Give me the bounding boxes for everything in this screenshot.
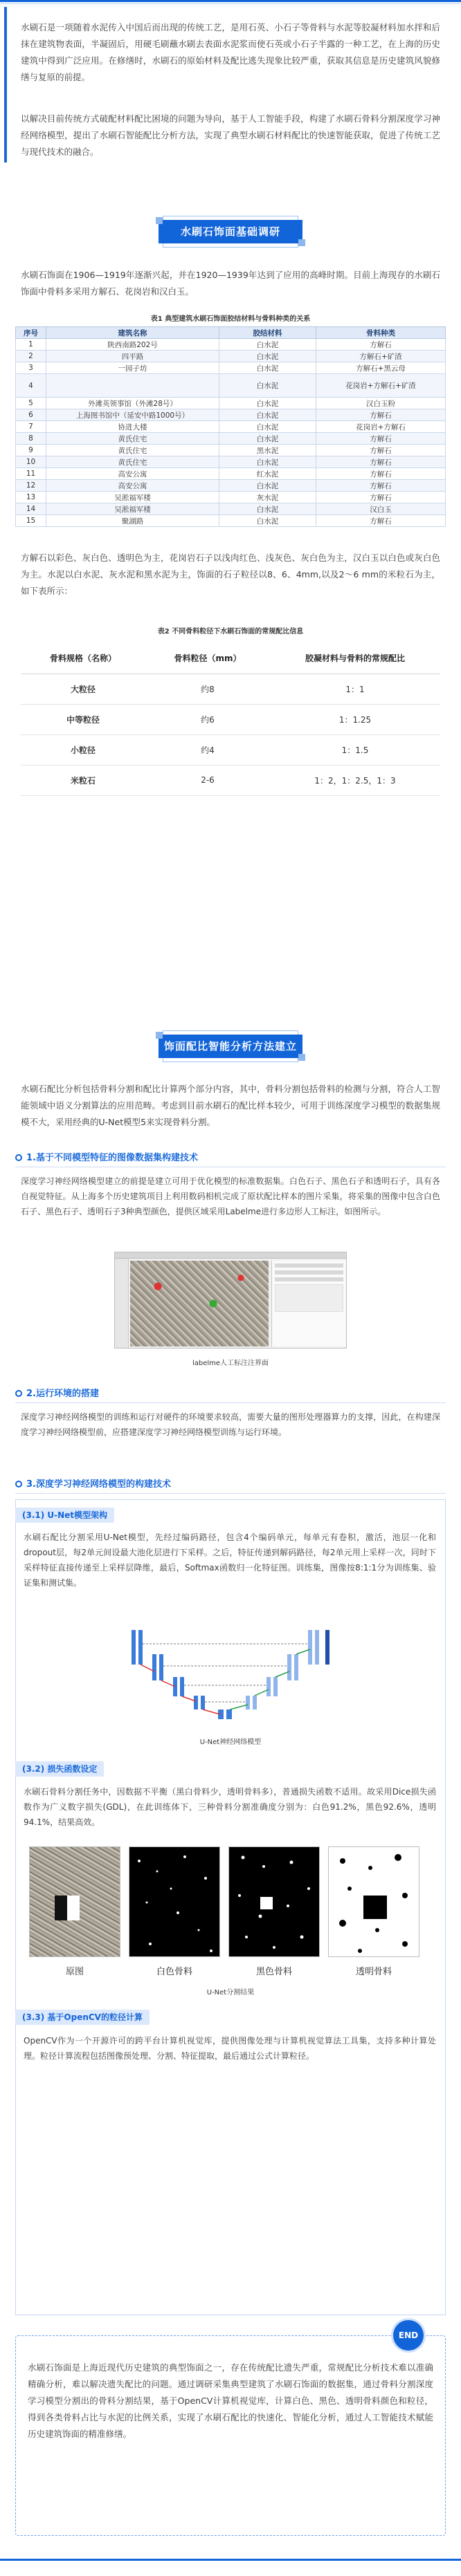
table1-cell: 12	[16, 480, 46, 492]
table1-header-cell: 序号	[16, 327, 46, 339]
skip-connections	[143, 1644, 308, 1702]
table1-row	[16, 362, 446, 374]
table1-cell: 方解石	[316, 468, 446, 480]
tag-opencv: (3.3) 基于OpenCV的粒径计算	[15, 2010, 150, 2025]
intro-paragraph-2: 以解决目前传统方式破配材料配比困境的问题为导向，基于人工智能手段，构建了水刷石骨料分割深度学习神经网络模型，提出了水刷石智能配比分析方法，实现了典型水刷石材料配比的快速智能获取，促进了传统工艺与现代技术的融合。	[21, 113, 440, 157]
black-aggregate-mask	[228, 1846, 320, 1957]
left-accent-bar	[4, 7, 7, 163]
table1-header-cell: 骨料种类	[316, 327, 446, 339]
labelme-figure-caption: labelme人工标注注界面	[192, 1360, 269, 1367]
table1-cell: 方解石	[316, 515, 446, 527]
table1-cell: 3	[16, 362, 46, 374]
encoder-blocks	[132, 1630, 232, 1719]
table1-cell: 方解石	[316, 433, 446, 445]
table1-cell: 花岗岩+方解石	[316, 421, 446, 433]
tag-unet-architecture: (3.1) U-Net模型架构	[15, 1508, 114, 1523]
table1-cell: 四平路	[46, 351, 219, 362]
table1-cell: 方解石	[316, 456, 446, 468]
white-aggregate-dots	[129, 1847, 220, 1957]
black-aggregate-dots	[229, 1847, 320, 1957]
conclusion-paragraph: 水刷石饰面是上海近现代历史建筑的典型饰面之一，存在传统配比遗失严重，常规配比分析技术难以准确精确分析，难以解决遗失配比的问题。通过调研采集典型建筑了水刷石饰面的数据集，通过骨料分割深度学习模型分割出的骨料分割结果，基于OpenCV计算机视觉库，计算白色、黑色、透明骨料颜色和粒径，得到各类骨料占比与水泥的比例关系，实现了水刷石配比的快速化、智能化分析，通过人工智能技术赋能历史建筑饰面的精准修缮。	[28, 2362, 433, 2439]
calibration-card	[55, 1896, 80, 1920]
table1-cell: 红水泥	[219, 468, 316, 480]
subsection-heading-2-text: 2.运行环境的搭建	[26, 1389, 99, 1399]
table1-cell: 吴淞福军楼	[46, 492, 219, 503]
table2-cell: 中等粒径	[21, 704, 145, 734]
table1-cell: 方解石+矿渣	[316, 351, 446, 362]
table1-cell: 14	[16, 503, 46, 515]
table1-row	[16, 468, 446, 480]
table1-cell: 5	[16, 398, 46, 409]
table1-cell: 白水泥	[219, 398, 316, 409]
table2	[21, 643, 440, 796]
table2-cell: 小粒径	[21, 734, 145, 765]
table1-header-cell: 建筑名称	[46, 327, 219, 339]
sub2-paragraph: 深度学习神经网络模型的训练和运行对硬件的环境要求较高，需要大量的图形处理器算力的支撑，因此，在构建深度学习神经网络模型前，应搭建深度学习神经网络模型训练与运行环境。	[21, 1412, 440, 1437]
table1-row	[16, 503, 446, 515]
table2-cell: 约4	[145, 734, 270, 765]
table1-header-cell: 胶结材料	[219, 327, 316, 339]
table1-cell: 高安公寓	[46, 480, 219, 492]
table1-cell: 白水泥	[219, 351, 316, 362]
subsection-heading-1-text: 1.基于不同模型特征的图像数据集构建技术	[26, 1153, 198, 1163]
table2-header-cell: 骨料规格（名称）	[21, 643, 145, 674]
table2-cell: 1：1.5	[270, 734, 440, 765]
section-title-1: 水刷石饰面基础调研	[180, 225, 280, 238]
original-image	[29, 1846, 120, 1957]
divider	[15, 1493, 446, 1494]
table2-cell: 米粒石	[21, 765, 145, 795]
subsection-heading-1	[15, 1150, 198, 1163]
table1-cell: 7	[16, 421, 46, 433]
labelme-screenshot	[114, 1252, 347, 1349]
section-title-2: 饰面配比智能分析方法建立	[163, 1040, 297, 1053]
segmentation-figure-caption: U-Net分割结果	[206, 1989, 255, 1996]
unet-diagram	[125, 1623, 336, 1727]
subsection-heading-2	[15, 1386, 99, 1399]
table1-cell: 陕西南路202号	[46, 339, 219, 351]
bullet-circle-icon	[15, 1481, 22, 1488]
seg-label-white: 白色骨料	[156, 1967, 192, 1977]
seg-label-original: 原图	[65, 1967, 84, 1977]
opencv-paragraph: OpenCV作为一个开源许可的跨平台计算机视觉库，提供图像处理与计算机视觉算法工具集，支持多种计算处理。粒径计算流程包括图像预处理、分割、特征提取，最后通过公式计算粒径。	[24, 2036, 436, 2061]
table1	[15, 326, 446, 527]
tag-loss-function: (3.2) 损失函数设定	[15, 1761, 104, 1777]
table1-row	[16, 409, 446, 421]
top-decoration	[0, 0, 461, 6]
table1-cell: 方解石	[316, 492, 446, 503]
table1-cell: 白水泥	[219, 409, 316, 421]
table2-cell: 约8	[145, 674, 270, 704]
annotated-sample-image	[130, 1261, 269, 1346]
table1-cell: 聚湖路	[46, 515, 219, 527]
table1-row	[16, 351, 446, 362]
table1-cell: 白水泥	[219, 480, 316, 492]
table2-header-cell: 骨料粒径（mm）	[145, 643, 270, 674]
table1-cell: 2	[16, 351, 46, 362]
unet-figure-caption: U-Net神经网络模型	[199, 1739, 262, 1746]
table1-cell	[46, 374, 219, 398]
white-aggregate-mask	[129, 1846, 220, 1957]
transparent-aggregate-dots	[329, 1847, 419, 1957]
table1-cell: 白水泥	[219, 503, 316, 515]
table1-cell: 11	[16, 468, 46, 480]
table2-cell: 约6	[145, 704, 270, 734]
table1-row	[16, 339, 446, 351]
table1-cell: 外滩英领事馆（外滩28号）	[46, 398, 219, 409]
bottom-decoration	[0, 2559, 461, 2561]
table1-row	[16, 445, 446, 456]
sub1-paragraph: 深度学习神经网络模型建立的前提是建立可用于优化模型的标准数据集。白色石子、黑色石子和透明石子，具有各自视觉特征。从上海多个历史建筑项目上利用数码相机完成了原状配比样本的图片采集，将采集的图像中包含白色石子、黑色石子、透明石子3种典型颜色，提供区域采用Labelme进行多边形人工标注，如图所示。	[21, 1176, 440, 1216]
table1-cell: 黄氏住宅	[46, 445, 219, 456]
table1-row	[16, 374, 446, 398]
table1-cell: 15	[16, 515, 46, 527]
table1-cell: 方解石+黑云母	[316, 362, 446, 374]
table1-cell: 白水泥	[219, 456, 316, 468]
table1-cell: 13	[16, 492, 46, 503]
table1-cell: 高安公寓	[46, 468, 219, 480]
table1-cell: 1	[16, 339, 46, 351]
table1-row	[16, 421, 446, 433]
table1-header-row	[16, 327, 446, 339]
table2-cell: 1：2，1：2.5，1：3	[270, 765, 440, 795]
table1-cell: 吴淞福军楼	[46, 503, 219, 515]
intro-paragraph-1: 水刷石是一项随着水泥传入中国后而出现的传统工艺，是用石英、小石子等骨料与水泥等胶凝材料加水拌和后抹在建筑物表面，半凝固后，用硬毛刷蘸水刷去表面水泥浆而使石英或小石子半露的一种工艺，在上海的历史建筑中得到广泛应用。在修缮时，水刷石的原始材料及配比逃失现象比较严重，获取其信息是历史建筑风貌修缮与复原的前提。	[21, 22, 440, 82]
table1-cell: 黄氏住宅	[46, 456, 219, 468]
table1-cell: 黑水泥	[219, 445, 316, 456]
table1-cell: 灰水泥	[219, 492, 316, 503]
table1-row	[16, 492, 446, 503]
table1-cell: 6	[16, 409, 46, 421]
subsection-heading-3-text: 3.深度学习神经网络模型的构建技术	[26, 1479, 171, 1490]
label-list-panel	[271, 1261, 346, 1346]
seg-label-black: 黑色骨料	[255, 1967, 292, 1977]
table2-row	[21, 674, 440, 704]
table1-row	[16, 515, 446, 527]
table1-cell: 9	[16, 445, 46, 456]
table1-cell: 白水泥	[219, 339, 316, 351]
window-titlebar	[115, 1252, 347, 1259]
table1-cell: 上海图书馆中（延安中路1000号）	[46, 409, 219, 421]
section1-paragraph-1: 水刷石饰面在1906—1919年逐渐兴起，并在1920—1939年达到了应用的高峰时期。目前上海现存的水刷石饰面中骨料多采用方解石、花岗岩和汉白玉。	[21, 270, 440, 297]
section1-paragraph-2: 方解石以彩色、灰白色、透明色为主，花岗岩石子以浅肉红色、浅灰色、灰白色为主，汉白玉以白色或灰白色为主。水泥以白水泥、灰水泥和黑水泥为主，饰面的石子粒径以8、6、4mm,以及2～6 mm的米粒石为主，如下表所示：	[21, 553, 440, 596]
unet-paragraph: 水刷石配比分割采用U-Net模型，先经过编码路径，包含4个编码单元，每单元有卷积，激活，池层一化和dropout层，每2单元间设最大池化层进行下采样。之后，特征传递到解码路径，每2单元用上采样一次，同时下采样特征直接传递至上采样层降维，最后，Softmax函数归一化特征图。训练集，图像按8:1:1分为训练集、验证集和测试集。	[24, 1532, 436, 1588]
table2-cell: 2-6	[145, 765, 270, 795]
table1-cell: 10	[16, 456, 46, 468]
table1-cell: 4	[16, 374, 46, 398]
loss-paragraph: 水刷石骨料分割任务中，因数据不平衡（黑白骨料少，透明骨料多），普通损失函数不适用。故采用Dice损失函数作为广义数字损失(GDL)，在此训练体下，三种骨料分割准确度分别为：白色91.2%，黑色92.6%，透明94.1%，结果高效。	[24, 1787, 436, 1827]
table2-cell: 1：1.25	[270, 704, 440, 734]
table1-cell: 汉白玉	[316, 503, 446, 515]
table1-cell: 方解石	[316, 409, 446, 421]
table1-cell: 方解石	[316, 480, 446, 492]
table1-cell: 方解石	[316, 445, 446, 456]
section2-paragraph-1: 水刷石配比分析包括骨料分割和配比计算两个部分内容，其中，骨料分割包括骨料的检测与分割，符合人工智能领域中语义分割算法的应用范畴。考虑到目前水刷石的配比样本较少，可用于训练深度学习模型的数据集规模不大，采用经典的U-Net模型5来实现骨料分割。	[21, 1084, 440, 1127]
table1-cell: 花岗岩+方解石+矿渣	[316, 374, 446, 398]
table2-cell: 1：1	[270, 674, 440, 704]
table1-cell: 方解石	[316, 339, 446, 351]
table2-cell: 大粒径	[21, 674, 145, 704]
divider	[15, 1402, 446, 1403]
end-badge: END	[393, 2320, 424, 2351]
table1-cell: 白水泥	[219, 362, 316, 374]
table1-cell: 一园子坊	[46, 362, 219, 374]
table1-cell: 白水泥	[219, 374, 316, 398]
table1-cell: 白水泥	[219, 421, 316, 433]
table2-caption: 表2 不同骨料粒径下水刷石饰面的常规配比信息	[157, 628, 304, 636]
table1-cell: 汉白玉粉	[316, 398, 446, 409]
table1-cell: 8	[16, 433, 46, 445]
table2-header-cell: 胶凝材料与骨料的常规配比	[270, 643, 440, 674]
table1-caption: 表1 典型建筑水刷石饰面胶结材料与骨料种类的关系	[150, 315, 311, 323]
transparent-aggregate-mask	[328, 1846, 419, 1957]
seg-label-transparent: 透明骨料	[355, 1967, 392, 1977]
section-banner-2	[159, 1030, 302, 1062]
table1-row	[16, 398, 446, 409]
table1-cell: 白水泥	[219, 515, 316, 527]
subsection-heading-3	[15, 1476, 171, 1490]
table1-row	[16, 456, 446, 468]
table2-row	[21, 765, 440, 795]
table1-cell: 协进大楼	[46, 421, 219, 433]
table1-row	[16, 480, 446, 492]
table1-cell: 黄氏住宅	[46, 433, 219, 445]
bullet-circle-icon	[15, 1390, 22, 1397]
section-banner-1	[159, 216, 302, 248]
table2-row	[21, 704, 440, 734]
table2-header-row	[21, 643, 440, 674]
table1-row	[16, 433, 446, 445]
table2-row	[21, 734, 440, 765]
bullet-circle-icon	[15, 1154, 22, 1161]
table1-cell: 白水泥	[219, 433, 316, 445]
decoder-blocks	[246, 1630, 329, 1709]
tool-panel	[115, 1259, 129, 1349]
